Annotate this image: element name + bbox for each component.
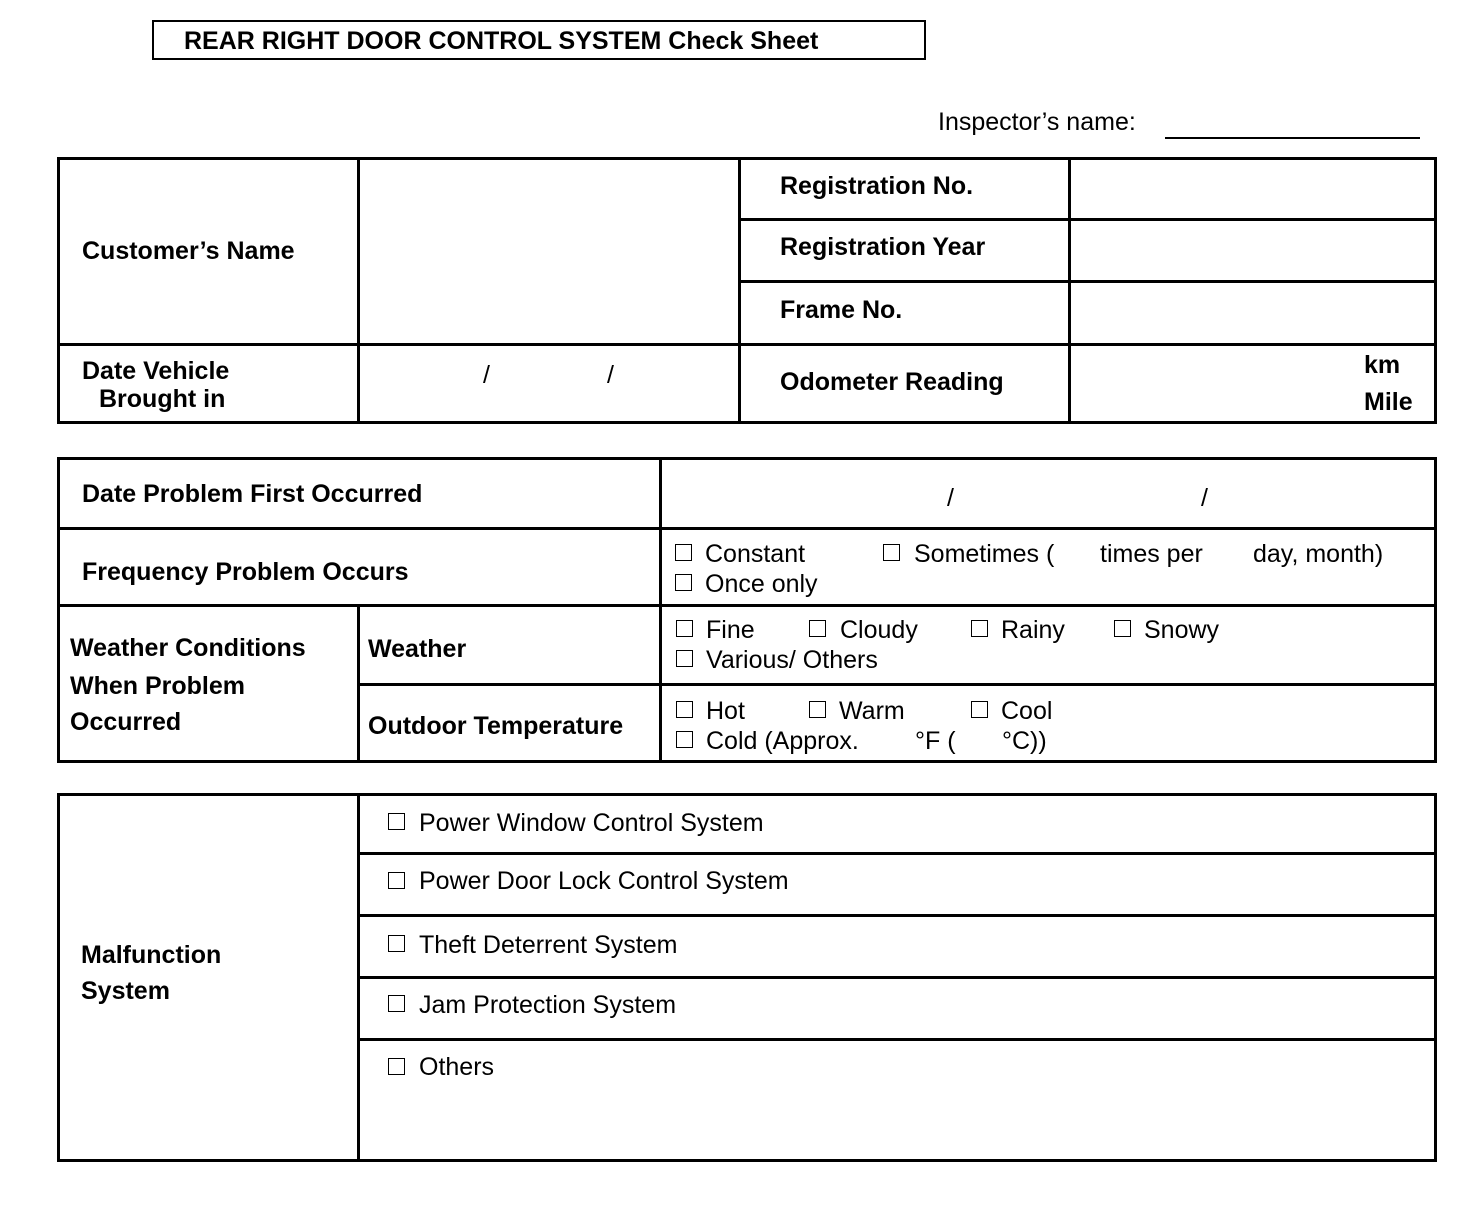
fine-checkbox[interactable]: [676, 620, 693, 637]
odometer-field[interactable]: [1073, 348, 1353, 420]
date-vehicle-label-line2: Brought in: [99, 385, 226, 413]
celsius-label: °C)): [1002, 727, 1047, 755]
once-only-checkbox[interactable]: [675, 574, 692, 591]
sometimes-checkbox[interactable]: [883, 544, 900, 561]
various-checkbox[interactable]: [676, 650, 693, 667]
various-label: Various/ Others: [706, 646, 878, 674]
others-label: Others: [419, 1053, 495, 1081]
malfunction-label-line2: System: [81, 977, 170, 1005]
customer-name-label: Customer’s Name: [82, 237, 295, 265]
registration-year-field[interactable]: [1073, 223, 1433, 278]
weather-conditions-label-line3: Occurred: [70, 708, 182, 736]
rainy-checkbox[interactable]: [971, 620, 988, 637]
cool-checkbox[interactable]: [971, 701, 988, 718]
cloudy-checkbox[interactable]: [809, 620, 826, 637]
date-problem-label: Date Problem First Occurred: [82, 480, 423, 508]
date-vehicle-label-line1: Date Vehicle: [82, 357, 230, 385]
constant-label: Constant: [705, 540, 806, 568]
date-separator: /: [483, 361, 490, 389]
once-only-label: Once only: [705, 570, 818, 598]
day-month-label: day, month): [1253, 540, 1384, 568]
registration-year-label: Registration Year: [780, 233, 986, 261]
theft-deterrent-checkbox[interactable]: [388, 935, 405, 952]
theft-deterrent-label: Theft Deterrent System: [419, 931, 678, 959]
outdoor-temperature-label: Outdoor Temperature: [368, 712, 624, 740]
cold-checkbox[interactable]: [676, 731, 693, 748]
mile-unit: Mile: [1364, 388, 1413, 416]
snowy-label: Snowy: [1144, 616, 1220, 644]
snowy-checkbox[interactable]: [1114, 620, 1131, 637]
frequency-label: Frequency Problem Occurs: [82, 558, 409, 586]
odometer-label: Odometer Reading: [780, 368, 1004, 396]
others-checkbox[interactable]: [388, 1058, 405, 1075]
weather-conditions-label-line2: When Problem: [70, 672, 246, 700]
page-title: REAR RIGHT DOOR CONTROL SYSTEM Check Sheet: [152, 20, 926, 60]
power-door-lock-label: Power Door Lock Control System: [419, 867, 789, 895]
jam-protection-checkbox[interactable]: [388, 995, 405, 1012]
hot-label: Hot: [706, 697, 745, 725]
fahrenheit-label: °F (: [915, 727, 956, 755]
weather-conditions-label-line1: Weather Conditions: [70, 634, 306, 662]
times-per-label: times per: [1100, 540, 1203, 568]
weather-label: Weather: [368, 635, 467, 663]
frame-no-field[interactable]: [1073, 285, 1433, 341]
customer-name-field[interactable]: [362, 162, 735, 341]
inspector-name-field[interactable]: [1165, 137, 1420, 139]
jam-protection-label: Jam Protection System: [419, 991, 677, 1019]
date-separator: /: [1201, 484, 1208, 512]
cold-label: Cold (Approx.: [706, 727, 859, 755]
cloudy-label: Cloudy: [840, 616, 918, 644]
frame-no-label: Frame No.: [780, 296, 903, 324]
power-window-checkbox[interactable]: [388, 813, 405, 830]
registration-no-field[interactable]: [1073, 162, 1433, 216]
sometimes-label: Sometimes (: [914, 540, 1055, 568]
registration-no-label: Registration No.: [780, 172, 974, 200]
malfunction-label-line1: Malfunction: [81, 941, 222, 969]
date-separator: /: [947, 484, 954, 512]
fine-label: Fine: [706, 616, 755, 644]
constant-checkbox[interactable]: [675, 544, 692, 561]
km-unit: km: [1364, 351, 1401, 379]
date-separator: /: [607, 361, 614, 389]
cool-label: Cool: [1001, 697, 1053, 725]
inspector-label: Inspector’s name:: [938, 108, 1136, 136]
warm-label: Warm: [839, 697, 905, 725]
power-door-lock-checkbox[interactable]: [388, 872, 405, 889]
power-window-label: Power Window Control System: [419, 809, 764, 837]
rainy-label: Rainy: [1001, 616, 1065, 644]
warm-checkbox[interactable]: [809, 701, 826, 718]
hot-checkbox[interactable]: [676, 701, 693, 718]
